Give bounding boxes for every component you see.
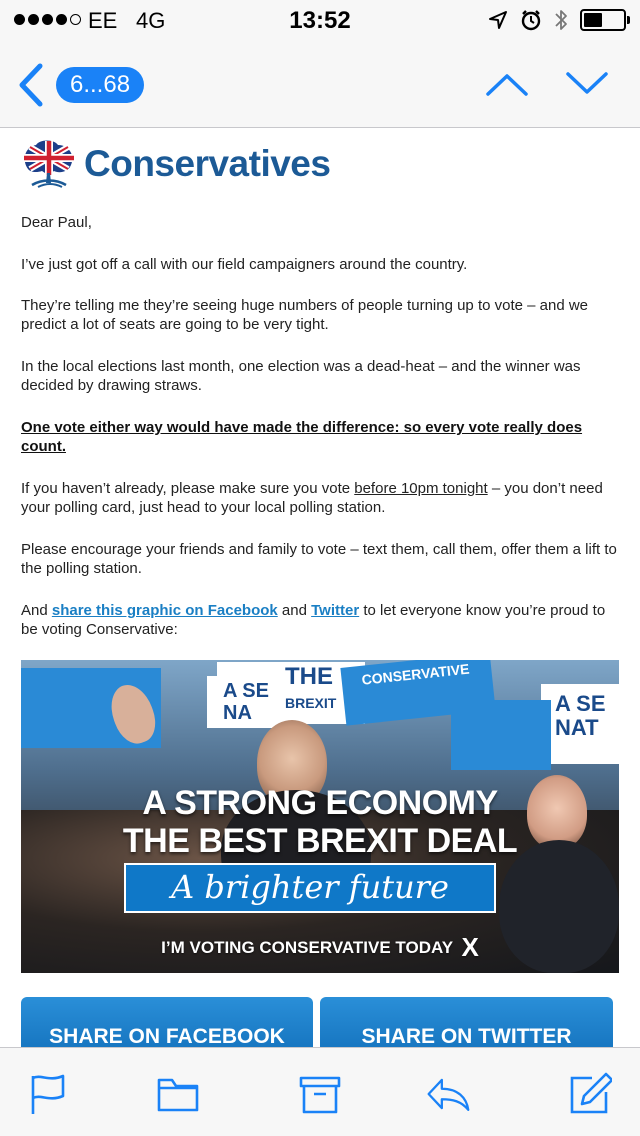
p7-text-end: to let everyone know you’re proud to be voting Conservative: — [21, 602, 606, 638]
status-icons — [488, 8, 626, 32]
archive-icon[interactable] — [298, 1072, 342, 1116]
greeting: Dear Paul, — [21, 214, 92, 231]
paragraph-5 — [21, 479, 621, 517]
sign-left — [207, 676, 283, 728]
share-on-twitter-button[interactable]: SHARE ON TWITTER — [320, 997, 613, 1047]
p5-deadline: before 10pm tonight — [354, 480, 488, 497]
facebook-share-link[interactable]: share this graphic on Facebook — [51, 602, 278, 619]
flag-icon[interactable] — [27, 1072, 71, 1116]
headline-line-1: A STRONG ECONOMY — [142, 784, 498, 822]
voting-line — [21, 932, 619, 963]
sign-brexit-text: BREXIT — [285, 695, 337, 711]
p7-text-start: And — [21, 602, 52, 619]
bluetooth-icon — [554, 8, 568, 32]
carrier-name: EE — [88, 8, 118, 33]
ballot-cross-icon: X — [461, 932, 479, 962]
sign-left-line1: A SE — [223, 680, 269, 702]
paragraph-2: They’re telling me they’re seeing huge numbers of people turning up to vote – and we predict a lot of seats are going to be very tight. — [21, 297, 589, 333]
share-on-facebook-button[interactable]: SHARE ON FACEBOOK — [21, 997, 313, 1047]
reply-icon[interactable] — [426, 1072, 470, 1116]
paragraph-4-emphasis: One vote either way would have made the difference: so every vote really does count. — [21, 419, 583, 455]
brand-name: Conservatives — [84, 143, 331, 184]
chevron-up-icon[interactable] — [484, 68, 530, 100]
location-arrow-icon — [488, 10, 508, 30]
sign-left-line2: NA — [223, 702, 252, 724]
sign-right-line1: A SE — [555, 691, 606, 716]
clock: 13:52 — [289, 7, 351, 34]
sign-right — [541, 684, 619, 764]
alarm-icon — [520, 9, 542, 31]
mail-toolbar — [0, 1047, 640, 1136]
chevron-down-icon[interactable] — [564, 68, 610, 100]
conservatives-logo — [20, 139, 330, 189]
tree-union-jack-icon — [20, 139, 78, 189]
paragraph-6: Please encourage your friends and family to vote – text them, call them, offer them a lift to the polling station. — [21, 541, 617, 577]
campaign-graphic[interactable] — [21, 660, 619, 973]
twitter-share-link[interactable]: Twitter — [311, 602, 360, 619]
voting-text: I’M VOTING CONSERVATIVE TODAY — [161, 938, 453, 957]
sign-right-line2: NAT — [555, 715, 599, 740]
message-counter-button[interactable]: 6...68 — [56, 67, 144, 103]
p5-text-before: If you haven’t already, please make sure you vote — [21, 480, 355, 497]
paragraph-7 — [21, 601, 621, 639]
headline-line-2: THE BEST BREXIT DEAL — [122, 822, 518, 860]
chevron-left-icon[interactable] — [14, 62, 48, 108]
compose-icon[interactable] — [568, 1072, 612, 1116]
battery-icon — [580, 9, 626, 31]
email-body — [0, 129, 640, 1047]
sign-the-text: THE — [285, 663, 333, 690]
paragraph-1: I’ve just got off a call with our field campaigners around the country. — [21, 256, 468, 273]
network-type: 4G — [136, 8, 166, 33]
mail-nav-bar — [0, 40, 640, 128]
folder-icon[interactable] — [156, 1072, 200, 1116]
p7-text-mid: and — [277, 602, 312, 619]
status-bar — [0, 0, 640, 40]
sign-blue-right — [451, 700, 551, 770]
tagline: A brighter future — [171, 868, 449, 906]
paragraph-3: In the local elections last month, one election was a dead-heat – and the winner was decided by drawing straws. — [21, 358, 581, 394]
sign-conservative: CONSERVATIVE — [340, 660, 495, 726]
p5-text-after: – you don’t need your polling card, just head to your local polling station. — [21, 480, 603, 516]
